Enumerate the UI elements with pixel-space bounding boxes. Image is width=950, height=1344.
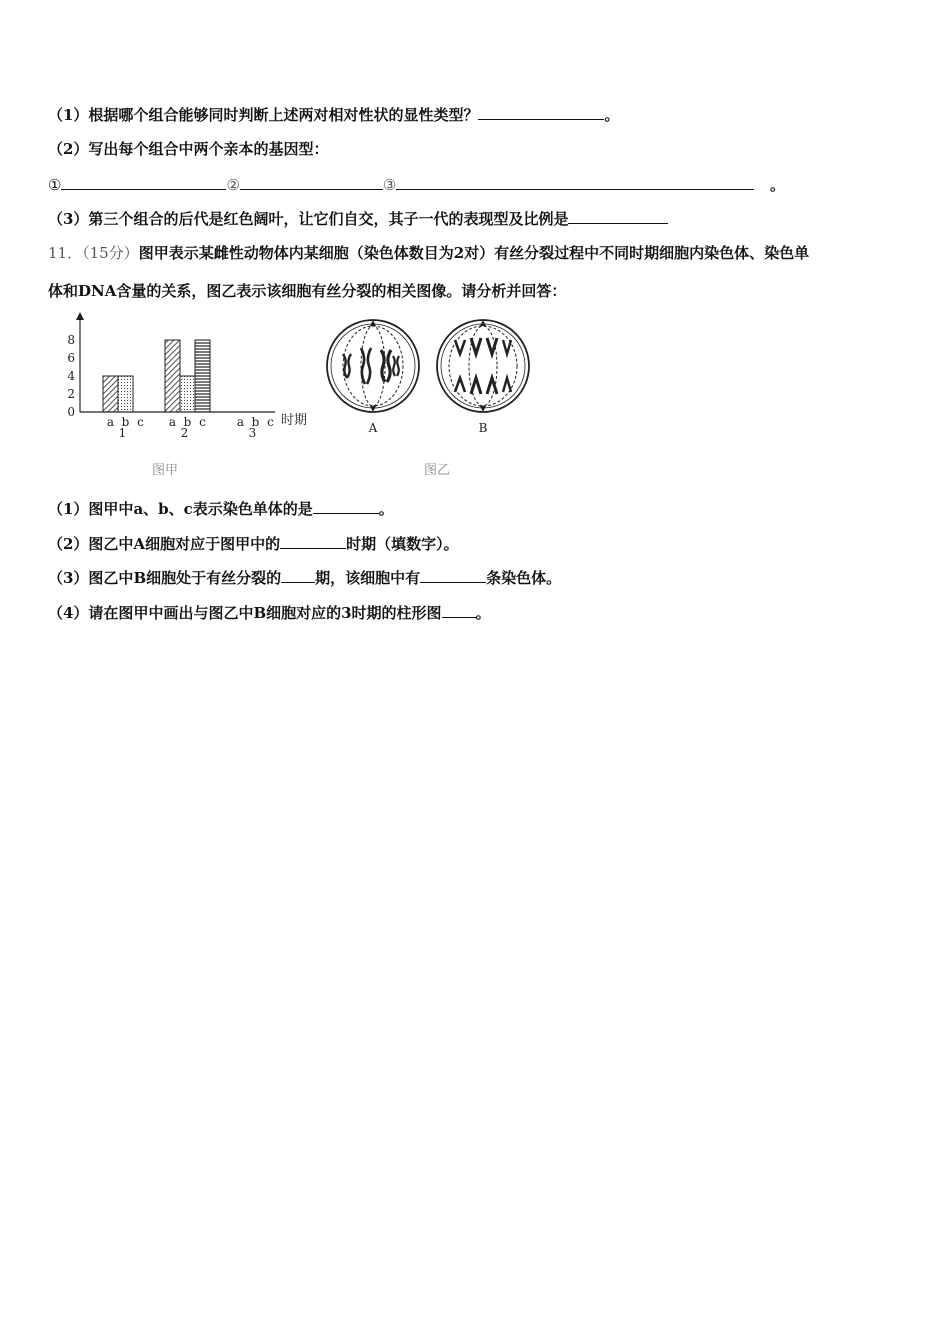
q10-sub3: （3）第三个组合的后代是红色阔叶，让它们自交，其子一代的表现型及比例是	[48, 208, 668, 229]
q11-sub4: （4）请在图甲中画出与图乙中B细胞对应的3时期的柱形图 。	[48, 604, 491, 622]
x-bar-letter: c	[267, 415, 274, 429]
q10-sub2: （2）写出每个组合中两个亲本的基因型：	[48, 140, 329, 158]
cell-b-diagram	[437, 320, 529, 412]
answer-blank[interactable]	[442, 602, 476, 618]
y-tick-label: 4	[67, 369, 75, 383]
bar-period2-c	[195, 340, 210, 412]
cell-a-diagram	[327, 320, 419, 412]
answer-blank[interactable]	[478, 104, 604, 120]
x-bar-letter: b	[183, 415, 192, 429]
y-tick-label: 0	[67, 405, 75, 419]
q11-stem-line1: 11．（15分）图甲表示某雌性动物体内某细胞（染色体数目为2对）有丝分裂过程中不同时期细胞内染色体、染色单	[48, 244, 810, 262]
y-tick-label: 2	[67, 387, 75, 401]
y-tick-label: 6	[67, 351, 75, 365]
bar-period2-a	[165, 340, 180, 412]
answer-blank-3[interactable]	[396, 174, 754, 190]
y-axis-arrow-icon	[76, 312, 84, 320]
y-tick-label: 8	[67, 333, 75, 347]
figure-jia-chart	[60, 312, 330, 437]
answer-blank[interactable]	[280, 533, 346, 549]
answer-blank[interactable]	[568, 208, 668, 224]
x-bar-letter: b	[121, 415, 130, 429]
x-bar-letter: a	[168, 415, 177, 429]
q11-sub3: （3）图乙中B细胞处于有丝分裂的 期，该细胞中有 条染色体。	[48, 569, 562, 587]
answer-blank-1[interactable]	[281, 567, 315, 583]
x-period-label: 3	[248, 426, 257, 437]
bar-period2-b	[180, 376, 195, 412]
q11-sub1: （1）图甲中a、b、c表示染色单体的是 。	[48, 500, 394, 518]
x-axis-label: 时期	[281, 413, 308, 428]
bar-period1-b	[118, 376, 133, 412]
x-period-label: 1	[118, 426, 127, 437]
x-bar-letter: a	[106, 415, 115, 429]
q10-sub2-blanks: ① ② ③ 。	[48, 176, 786, 194]
cell-a-label: A	[368, 421, 378, 435]
answer-blank-2[interactable]	[420, 567, 486, 583]
answer-blank[interactable]	[313, 498, 379, 514]
figure-yi-cells	[325, 314, 540, 439]
figure-yi-caption: 图乙	[424, 463, 451, 478]
answer-blank-2[interactable]	[240, 174, 383, 190]
answer-blank-1[interactable]	[61, 174, 226, 190]
q11-stem-line2: 体和DNA含量的关系，图乙表示该细胞有丝分裂的相关图像。请分析并回答：	[48, 282, 567, 300]
x-bar-letter: c	[137, 415, 144, 429]
x-bar-letter: a	[236, 415, 245, 429]
figure-jia-caption: 图甲	[152, 463, 179, 478]
x-bar-letter: b	[251, 415, 260, 429]
cell-b-label: B	[478, 421, 488, 435]
q10-sub1: （1）根据哪个组合能够同时判断上述两对相对性状的显性类型？ 。	[48, 106, 620, 124]
x-period-label: 2	[180, 426, 189, 437]
bar-period1-a	[103, 376, 118, 412]
q11-sub2: （2）图乙中A细胞对应于图甲中的 时期（填数字）。	[48, 535, 459, 553]
x-bar-letter: c	[199, 415, 206, 429]
